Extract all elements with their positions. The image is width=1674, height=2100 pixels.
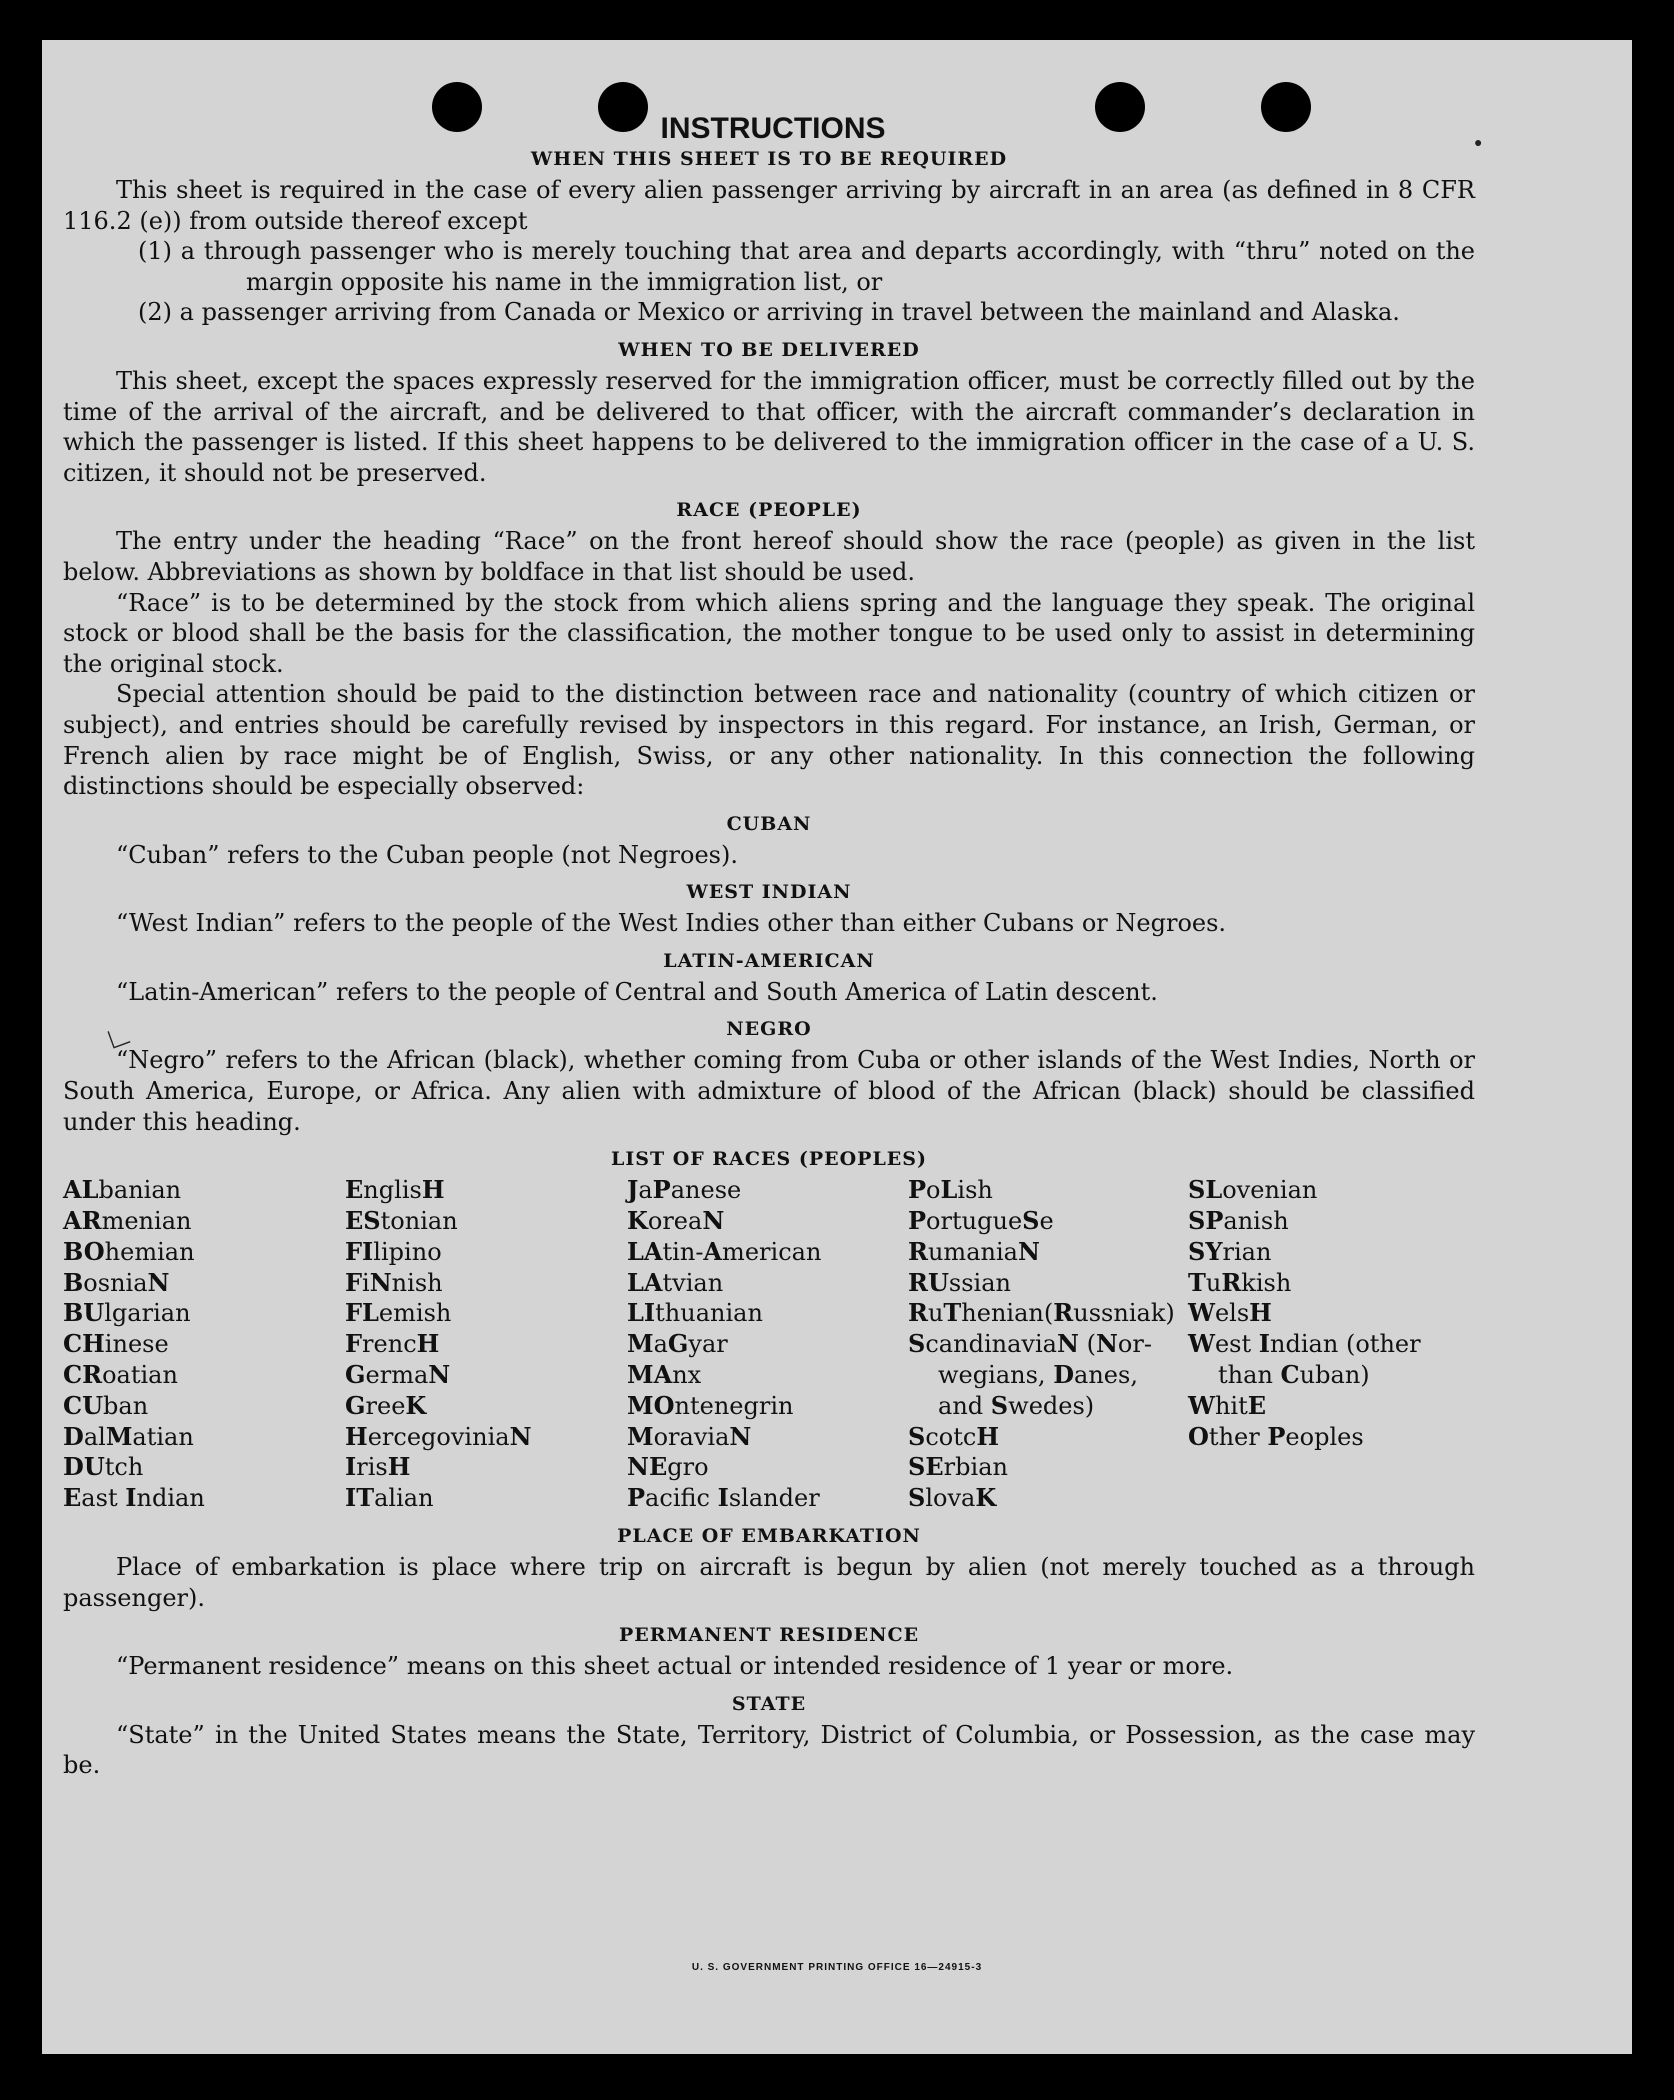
paragraph: This sheet is required in the case of every alien passenger arriving by aircraft in an area (as defined in 8 CFR 116.2 (e)) from outside thereof except — [63, 176, 1475, 235]
pencil-check-mark: ∟ — [99, 1016, 138, 1058]
paragraph: “Latin-American” refers to the people of Central and South America of Latin descent. — [116, 977, 1158, 1006]
list-item: (2) a passenger arriving from Canada or Mexico or arriving in travel between the mainland and Alaska. — [138, 298, 1400, 327]
paragraph: “State” in the United States means the State, Territory, District of Columbia, or Possession, as the case may be. — [63, 1720, 1475, 1780]
race-entry: CRoatian — [63, 1360, 178, 1390]
paragraph: “Race” is to be determined by the stock from which aliens spring and the language they speak. The original stock or blood shall be the basis for the classification, the mother tongue to be used only to assist in determining the original stock. — [63, 588, 1475, 678]
races-list — [63, 1175, 1475, 1514]
race-entry: Pacifc Islander — [627, 1483, 820, 1513]
race-entry: ALbanian — [63, 1175, 182, 1205]
paragraph: This sheet, except the spaces expressly reserved for the immigration officer, must be correctly filled out by the time of the arrival of the aircraft, and be delivered to that officer, with the aircraft commander’s declaration in which the passenger is listed. If this sheet happens to be delivered to the immigration officer in the case of a U. S. citizen, it should not be preserved. — [63, 366, 1475, 487]
document-body — [63, 113, 1475, 1781]
paragraph: Special attention should be paid to the distinction between race and nationality (country of which citizen or subject), and entries should be carefully revised by inspectors in this regard. For instance, an Irish, German, or French alien by race might be of English, Swiss, or any other nationality. In this connection the following distinctions should be especially observed: — [63, 680, 1475, 801]
race-entry: FIlipino — [345, 1236, 442, 1266]
race-entry: KoreaN — [627, 1206, 725, 1236]
section-heading: RACE (PEOPLE) — [676, 499, 862, 522]
race-entry: DUtch — [63, 1452, 144, 1482]
race-entry: MoraviaN — [627, 1421, 752, 1451]
race-entry: PortugueSe — [908, 1206, 1054, 1236]
race-entry: BUlgarian — [63, 1298, 191, 1328]
race-entry: FLemish — [345, 1298, 452, 1328]
race-entry: GreeK — [345, 1390, 427, 1420]
race-entry: RuThenian(Russniak) — [908, 1298, 1175, 1328]
race-entry: Other Peoples — [1188, 1421, 1364, 1451]
race-entry: ARmenian — [63, 1206, 192, 1236]
section-heading: WEST INDIAN — [686, 881, 852, 904]
paragraph: “West Indian” refers to the people of the West Indies other than either Cubans or Negroes. — [116, 909, 1227, 938]
race-entry: LAtin-American — [627, 1236, 822, 1266]
race-entry: wegians, Danes, — [938, 1360, 1138, 1390]
race-entry: ITalian — [345, 1483, 434, 1513]
races-column — [345, 1175, 627, 1514]
race-entry: FiNnish — [345, 1267, 443, 1297]
section-heading: PLACE OF EMBARKATION — [617, 1525, 921, 1548]
race-entry: JaPanese — [627, 1175, 742, 1205]
section-heading: STATE — [731, 1692, 807, 1715]
race-entry: MaGyar — [627, 1329, 728, 1359]
race-entry: DalMatian — [63, 1421, 194, 1451]
stray-mark: ● — [1474, 134, 1483, 150]
race-entry: PoLish — [908, 1175, 993, 1205]
race-entry: CUban — [63, 1390, 149, 1420]
race-entry: LAtvian — [627, 1267, 724, 1297]
race-entry: NEgro — [627, 1452, 709, 1482]
race-entry: IrisH — [345, 1452, 411, 1482]
race-entry: West Indian (other — [1188, 1329, 1421, 1359]
race-entry: CHinese — [63, 1329, 169, 1359]
race-entry: East Indian — [63, 1483, 205, 1513]
race-entry: MOntenegrin — [627, 1390, 794, 1420]
race-entry: ScandinaviaN (Nor- — [908, 1329, 1152, 1359]
race-entry: SLovenian — [1188, 1175, 1318, 1205]
race-entry: LIthuanian — [627, 1298, 763, 1328]
races-column — [627, 1175, 908, 1514]
race-entry: ScotcH — [908, 1421, 1000, 1451]
paragraph: The entry under the heading “Race” on the front hereof should show the race (people) as given in the list below. Abbreviations as shown by boldface in that list should be used. — [63, 527, 1475, 586]
race-entry: WelsH — [1188, 1298, 1272, 1328]
race-entry: SYrian — [1188, 1236, 1272, 1266]
paragraph: “Permanent residence” means on this sheet actual or intended residence of 1 year or more. — [116, 1652, 1234, 1681]
list-item: (1) a through passenger who is merely touching that area and departs accordingly, with “thru” noted on the margin opposite his name in the immigration list, or — [138, 237, 1475, 296]
section-heading: NEGRO — [726, 1018, 812, 1041]
race-entry: BosniaN — [63, 1267, 170, 1297]
races-column — [908, 1175, 1188, 1514]
section-heading: WHEN THIS SHEET IS TO BE REQUIRED — [530, 148, 1008, 170]
race-entry: and Swedes) — [938, 1390, 1095, 1420]
race-entry: TuRkish — [1188, 1267, 1292, 1297]
race-entry: than Cuban) — [1218, 1360, 1370, 1390]
race-entry: FrencH — [345, 1329, 440, 1359]
race-entry: RUssian — [908, 1267, 1012, 1297]
section-heading: CUBAN — [726, 812, 812, 835]
race-entry: EStonian — [345, 1206, 458, 1236]
races-column — [1188, 1175, 1468, 1514]
document-page — [42, 40, 1632, 2054]
section-heading: LIST OF RACES (PEOPLES) — [611, 1148, 927, 1171]
race-entry: WhitE — [1188, 1390, 1267, 1420]
race-entry: SErbian — [908, 1452, 1008, 1482]
race-entry: EnglisH — [345, 1175, 445, 1205]
paragraph: Place of embarkation is place where trip on aircraft is begun by alien (not merely touched as a through passenger). — [63, 1553, 1475, 1612]
race-entry: SPanish — [1188, 1206, 1289, 1236]
section-heading: WHEN TO BE DELIVERED — [618, 338, 920, 361]
race-entry: RumaniaN — [908, 1236, 1040, 1266]
races-column — [63, 1175, 345, 1514]
section-heading: PERMANENT RESIDENCE — [618, 1624, 920, 1647]
section-heading: LATIN-AMERICAN — [663, 949, 875, 972]
race-entry: HercegoviniaN — [345, 1421, 532, 1451]
race-entry: MAnx — [627, 1360, 702, 1390]
race-entry: SlovaK — [908, 1483, 997, 1513]
race-entry: BOhemian — [63, 1236, 195, 1266]
paragraph: “Cuban” refers to the Cuban people (not Negroes). — [116, 840, 738, 869]
printer-imprint: U. S. GOVERNMENT PRINTING OFFICE 16—24915-3 — [691, 1962, 983, 1973]
page-title: INSTRUCTIONS — [660, 112, 886, 145]
paragraph: “Negro” refers to the African (black), whether coming from Cuba or other islands of the West Indies, North or South America, Europe, or Africa. Any alien with admixture of blood of the African (black) should be classified under this heading. — [63, 1046, 1475, 1136]
race-entry: GermaN — [345, 1360, 451, 1390]
